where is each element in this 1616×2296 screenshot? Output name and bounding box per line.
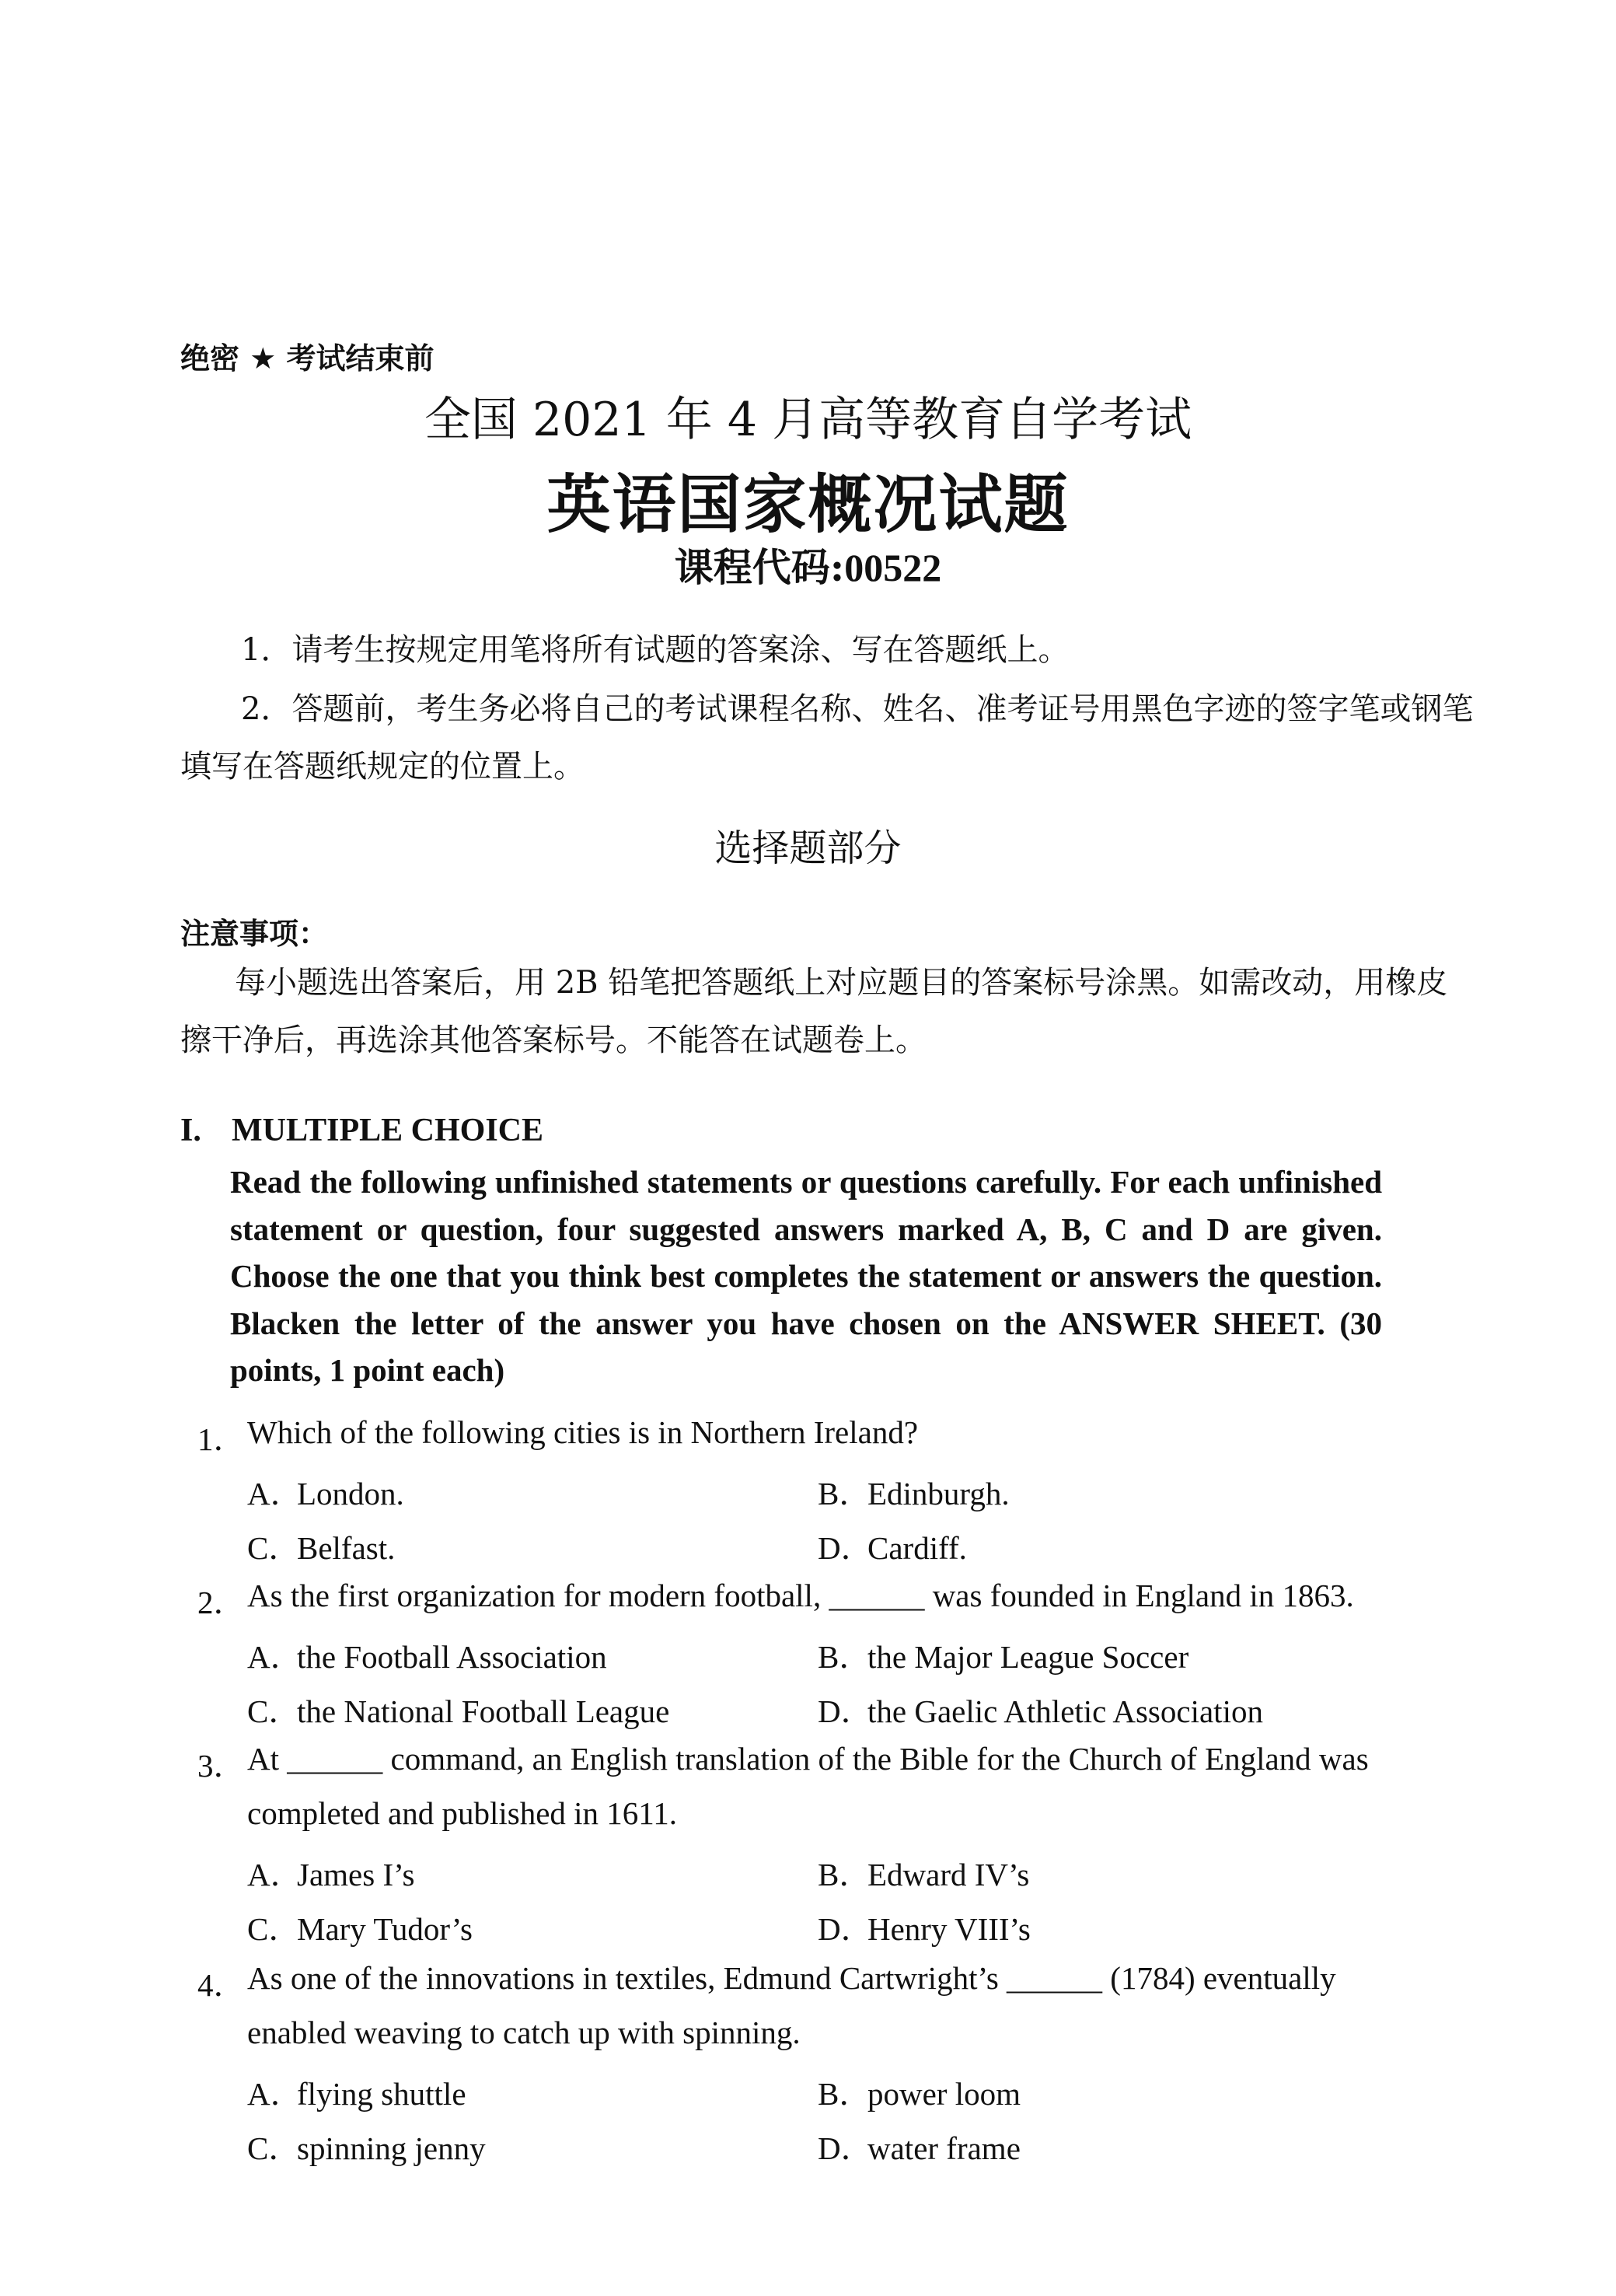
option-letter: C．	[247, 2130, 301, 2166]
option-letter: A．	[247, 2076, 302, 2112]
course-code-value: 00522	[844, 546, 942, 589]
question-4-number: 4．	[197, 1967, 246, 2003]
question-2-number: 2．	[197, 1585, 246, 1620]
option-text: the National Football League	[297, 1693, 670, 1729]
option-text: the Gaelic Athletic Association	[867, 1693, 1263, 1729]
option-text: Belfast.	[297, 1530, 396, 1566]
option-text: Cardiff.	[867, 1530, 967, 1566]
option-text: spinning jenny	[297, 2130, 486, 2166]
instruction-2-continued: 填写在答题纸规定的位置上。	[180, 749, 585, 785]
option-letter: B．	[818, 1476, 871, 1511]
option-letter: B．	[818, 1857, 871, 1892]
option-letter: C．	[247, 1911, 301, 1947]
option-text: the Football Association	[297, 1639, 607, 1675]
course-code-label: 课程代码	[674, 545, 830, 590]
option-text: Edward IV’s	[867, 1857, 1030, 1892]
option-letter: A．	[247, 1857, 302, 1892]
option-letter: D．	[818, 1693, 873, 1729]
question-4-text-line-1: As one of the innovations in textiles, Edmund Cartwright’s ______ (1784) eventually	[247, 1960, 1336, 1996]
option-letter: D．	[818, 1530, 873, 1566]
course-code	[0, 536, 1616, 592]
part-heading	[180, 1112, 543, 1149]
part-directions: Read the following unfinished statements or questions carefully. For each unfinished statement or question, four suggested answers marked A, B, C and D are given. Choose the one that you think best completes the statement or answers the question. Blacken the letter of the answer you have chosen on the ANSWER SHEET. (30 points, 1 point each)	[230, 1164, 1382, 1388]
question-1-option-c	[247, 1522, 395, 1568]
question-4-option-d	[818, 2123, 1021, 2168]
option-text: Edinburgh.	[867, 1476, 1010, 1511]
option-text: James I’s	[297, 1857, 415, 1892]
option-letter: D．	[818, 1911, 873, 1947]
option-letter: C．	[247, 1530, 301, 1566]
part-title: MULTIPLE CHOICE	[232, 1113, 544, 1148]
option-text: Mary Tudor’s	[297, 1911, 473, 1947]
question-1-text: Which of the following cities is in Northern Ireland?	[247, 1414, 919, 1450]
option-text: power loom	[867, 2076, 1021, 2112]
notice-line-1: 每小题选出答案后，用 2B 铅笔把答题纸上对应题目的答案标号涂黑。如需改动，用橡皮	[235, 965, 1448, 1001]
option-letter: B．	[818, 1639, 871, 1675]
notice-line-2: 擦干净后，再选涂其他答案标号。不能答在试题卷上。	[180, 1022, 927, 1058]
question-3-option-d	[818, 1903, 1031, 1949]
question-2-option-b	[818, 1631, 1188, 1677]
exam-title: 全国 2021 年 4 月高等教育自学考试	[424, 393, 1192, 447]
question-3-text-line-1: At ______ command, an English translation of the Bible for the Church of England was	[247, 1741, 1369, 1777]
question-4-option-a	[247, 2068, 466, 2114]
question-2-option-d	[818, 1686, 1263, 1732]
part-roman-numeral: I.	[180, 1113, 201, 1148]
question-1-option-d	[818, 1522, 967, 1568]
subject-title: 英语国家概况试题	[546, 468, 1070, 542]
notice-title: 注意事项：	[180, 917, 329, 951]
question-3-number: 3．	[197, 1748, 246, 1784]
option-letter: D．	[818, 2130, 873, 2166]
question-3-option-b	[818, 1849, 1029, 1895]
option-letter: B．	[818, 2076, 871, 2112]
question-4-option-c	[247, 2123, 486, 2168]
question-1-option-a	[247, 1468, 404, 1514]
option-letter: C．	[247, 1693, 301, 1729]
option-text: Henry VIII’s	[867, 1911, 1031, 1947]
instruction-2: 2．答题前，考生务必将自己的考试课程名称、姓名、准考证号用黑色字迹的签字笔或钢笔	[241, 691, 1474, 727]
question-1-option-b	[818, 1468, 1010, 1514]
section-title: 选择题部分	[714, 826, 902, 870]
question-2-text: As the first organization for modern football, ______ was founded in England in 1863.	[247, 1578, 1354, 1613]
option-text: flying shuttle	[297, 2076, 466, 2112]
question-4-text-line-2: enabled weaving to catch up with spinning.	[247, 2015, 801, 2050]
question-4-option-b	[818, 2068, 1021, 2114]
question-2-option-c	[247, 1686, 669, 1732]
instruction-1: 1．请考生按规定用笔将所有试题的答案涂、写在答题纸上。	[241, 632, 1070, 668]
question-3-option-a	[247, 1849, 414, 1895]
course-code-separator: :	[829, 544, 845, 590]
question-1-number: 1．	[197, 1421, 246, 1457]
confidential-label: 绝密 ★ 考试结束前	[180, 341, 435, 376]
question-3-text-line-2: completed and published in 1611.	[247, 1795, 678, 1831]
option-letter: A．	[247, 1476, 302, 1511]
option-text: London.	[297, 1476, 404, 1511]
option-text: the Major League Soccer	[867, 1639, 1189, 1675]
question-3-option-c	[247, 1903, 473, 1949]
question-2-option-a	[247, 1631, 607, 1677]
option-text: water frame	[867, 2130, 1021, 2166]
option-letter: A．	[247, 1639, 302, 1675]
